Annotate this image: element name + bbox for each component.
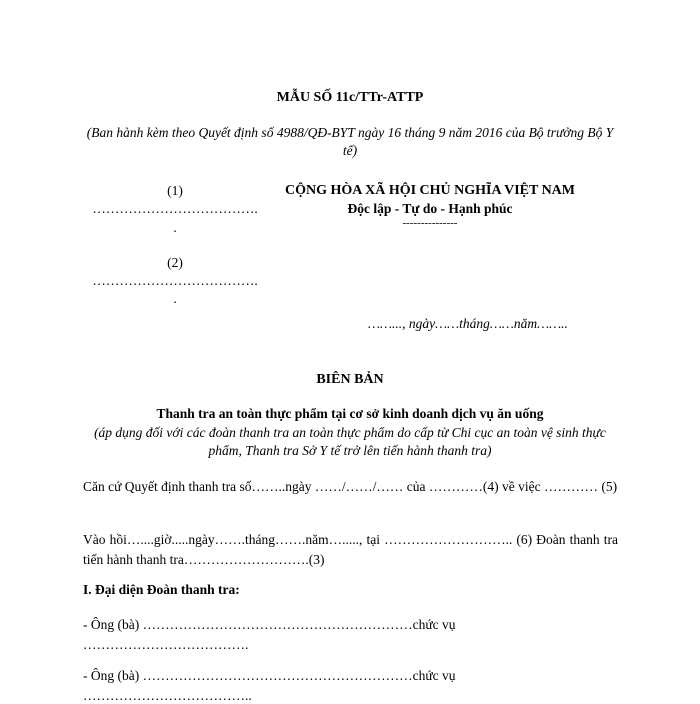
unit2-label: (2) [167,255,183,270]
section-heading: I. Đại diện Đoàn thanh tra: [83,582,240,597]
issued-note: (Ban hành kèm theo Quyết định số 4988/QĐ-BYT ngày 16 tháng 9 năm 2016 của Bộ trưởng Bộ Y tế) [86,125,614,158]
document-scope: (áp dụng đối với các đoàn thanh tra an toàn thực phẩm do cấp từ Chi cục an toàn vệ sinh thực phẩm, Thanh tra Sở Y tế trở lên tiến hành thanh tra) [94,425,606,458]
representative-line: - Ông (bà) ……………………………………………………chức vụ [83,617,456,632]
unit2-dot-end: . [173,291,177,306]
representative-line: - Ông (bà) ……………………………………………………chức vụ [83,668,456,683]
representative-position-line: ……………………………….. [83,688,252,703]
country-name: CỘNG HÒA XÃ HỘI CHỦ NGHĨA VIỆT NAM [284,183,575,198]
time-location-paragraph: Vào hồi…....giờ.....ngày…….tháng…….năm…....., tại ……………………….. (6) Đoàn thanh tra tiến hành thanh tra……………………….(3) [83,532,618,567]
form-code: MẪU SỐ 11c/TTr-ATTP [276,90,424,105]
unit1-dot-end: . [173,220,177,235]
unit2-dots: ………………………………. [92,273,258,288]
basis-paragraph: Căn cứ Quyết định thanh tra số……..ngày ……/……/…… của …………(4) về việc ………… (5) [83,479,618,494]
document-subtitle: Thanh tra an toàn thực phẩm tại cơ sở kinh doanh dịch vụ ăn uống [156,406,544,421]
unit1-label: (1) [167,183,183,198]
representative-position-line: ………………………………. [83,637,249,652]
motto-underline: --------------- [402,217,458,229]
date-line: ……..., ngày……tháng……năm…….. [368,316,568,331]
document-title: BIÊN BẢN [316,372,384,387]
unit1-dots: ………………………………. [92,201,258,216]
national-motto: Độc lập - Tự do - Hạnh phúc [347,201,513,216]
